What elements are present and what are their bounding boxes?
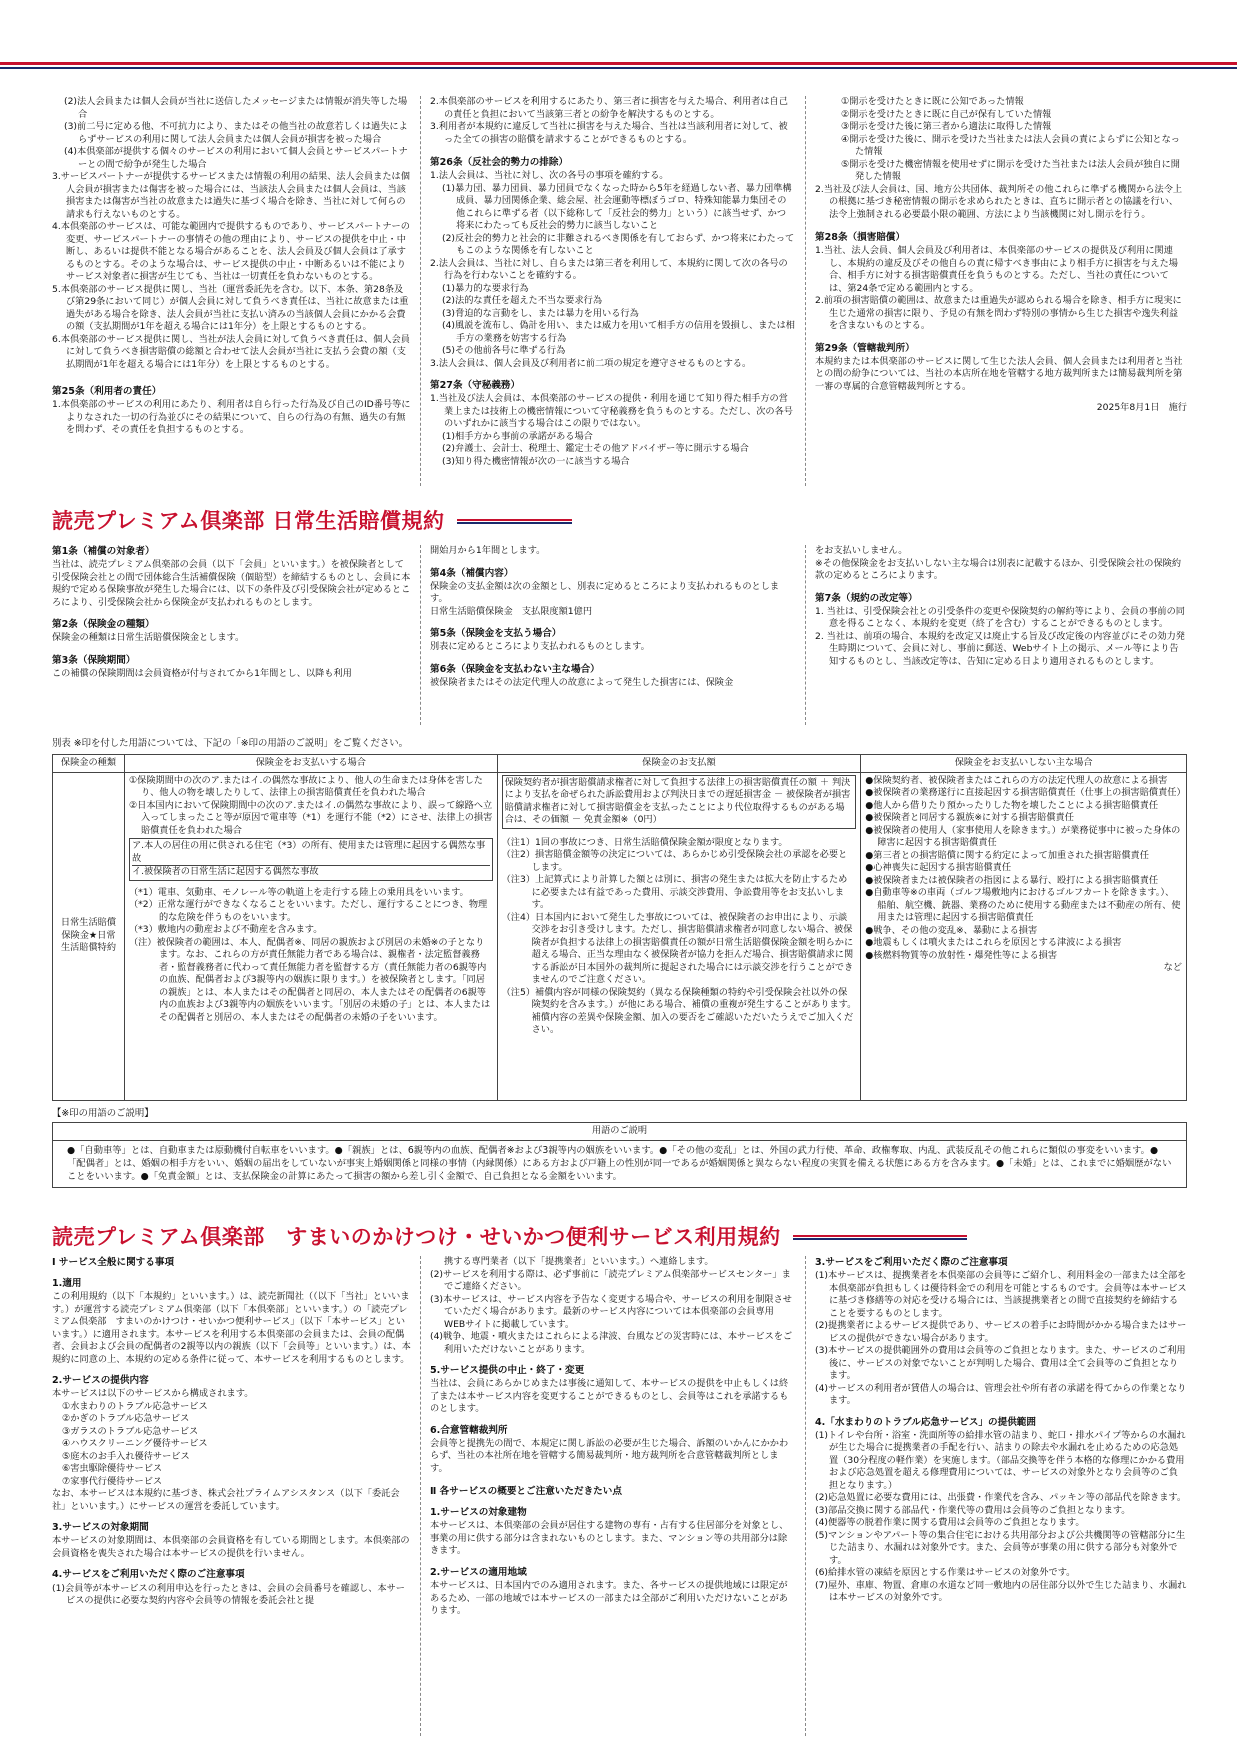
clause-heading: 2.サービスの提供内容 <box>52 1375 149 1387</box>
paragraph: （注4）日本国内において発生した事故については、被保険者のお申出により、示談交渉をお引き受けします。ただし、損害賠償請求権者が同意しない場合、被保険者が負担する法律上の損害賠償責任の額が日常生活賠償保険金額を明らかに超える場合、正当な理由なく被保険者が協力を拒んだ場合、損害賠償請求に関する訴訟が日本国外の裁判所に提起された場合には示談交渉を行うことができませんのでご注意ください。 <box>501 911 854 986</box>
article-title: 第4条（補償内容） <box>430 567 514 579</box>
paragraph: 開始月から1年間とします。 <box>430 545 546 556</box>
column-divider <box>420 545 421 725</box>
paragraph: (4)風説を流布し、偽計を用い、または威力を用いて相手方の信用を毀損し、または相手方の業務を妨害する行為 <box>442 320 795 344</box>
paragraph: (4)便器等の脱着作業に関する費用は会員等のご負担となります。 <box>815 1517 1085 1529</box>
article-5 <box>430 627 795 654</box>
paragraph: (2)法人会員または個人会員が当社に送信したメッセージまたは情報が消失等した場合 <box>64 96 408 120</box>
paragraph: ア.本人の居住の用に供される住宅（*3）の所有、使用または管理に起因する偶然な事故 <box>132 840 490 866</box>
article-body: 保険金の支払金額は次の金額とし、別表に定めるところにより支払われるものとします。 <box>430 580 780 605</box>
paragraph: ※その他保険金をお支払いしない主な場合は別表に記載するほか、引受保険会社の保険約款の定めるところによります。 <box>815 557 1182 582</box>
paragraph: ⑤開示を受けた機密情報を使用せずに開示を受けた当社または法人会員が独自に開発した情報 <box>841 158 1180 183</box>
article-body: この補償の保険期間は会員資格が付与されてから1年間とし、以降も利用 <box>52 667 352 679</box>
article-28 <box>815 231 1187 333</box>
paragraph: (2)応急処置に必要な費用には、出張費・作業代を含み、パッキン等の部品代を除きます。 <box>815 1492 1187 1504</box>
article-title: 第28条（損害賠償） <box>815 232 906 244</box>
paragraph: 会員等と提携先の間で、本規定に関し訴訟の必要が生じた場合、訴額のいかんにかかわらず、当社の本社所在地を管轄する簡易裁判所・地方裁判所を合意管轄裁判所とします。 <box>430 1437 789 1474</box>
paragraph: (2)法的な責任を超えた不当な要求行為 <box>442 295 603 307</box>
paragraph: 2.前項の損害賠償の範囲は、故意または重過失が認められる場合を除き、相手方に現実に生じた通常の損害に限り、予見の有無を問わず特別の事情から生じた損害や逸失利益を含まないものとする。 <box>815 295 1182 332</box>
paragraph: ●被保険者または被保険者の指図による暴行、殴打による損害賠償責任 <box>865 874 1159 886</box>
section-title-text: 読売プレミアム倶楽部 日常生活賠償規約 <box>52 507 445 533</box>
paragraph: ●自動車等※の車両（ゴルフ場敷地内におけるゴルフカートを除きます。）、船舶、航空機、銃器、業務のために使用する動産または不動産の所有、使用または管理に起因する損害賠償責任 <box>865 887 1181 924</box>
paragraph: (2)弁護士、会計士、税理士、鑑定士その他アドバイザー等に開示する場合 <box>442 443 749 455</box>
clause-heading: 6.合意管轄裁判所 <box>430 1424 508 1436</box>
paragraph: 2. 当社は、前項の場合、本規約を改定又は廃止する旨及び改定後の内容並びにその効力発生時期について、会員に対し、事前に郵送、Webサイト上の掲示、メール等により告知するものとし、当該改定等は、告知に定める日より適用されるものとします。 <box>815 630 1185 667</box>
paragraph: (1)会員等が本サービスの利用申込を行ったときは、会員の会員番号を確認し、本サービスの提供に必要な契約内容や会員等の情報を委託会社と提 <box>52 1582 405 1607</box>
paragraph: 本サービスは、本倶楽部の会員が居住する建物の専有・占有する住居部分を対象とし、事業の用に供する部分は含まれないものとします。また、マンション等の共用部分は除きます。 <box>430 1520 789 1557</box>
paragraph: (5)マンションやアパート等の集合住宅における共用部分および公共機関等の管轄部分に生じた詰まり、水漏れは対象外です。また、会員等が事業の用に供する部分も対象外です。 <box>815 1529 1186 1566</box>
title-rule <box>793 1235 967 1240</box>
paragraph: ③開示を受けた後に第三者から適法に取得した情報 <box>841 121 1052 133</box>
table-cell-amount <box>497 772 861 1100</box>
list-item: ⑤庭木のお手入れ優待サービス <box>62 1450 190 1462</box>
paragraph: ①保険期間中の次のア.またはイ.の偶然な事故により、他人の生命または身体を害したり、他人の物を壊したりして、法律上の損害賠償責任を負われた場合 <box>128 774 483 799</box>
article-body: 1.本倶楽部のサービスの利用にあたり、利用者は自ら行った行為及び自己のID番号等によりなされた一切の行為並びにその結果について、自らの行為の有無、過失の有無を問わず、その責任を負担するものとする。 <box>52 399 411 436</box>
article-3 <box>52 654 412 681</box>
table-cell-not-pay <box>861 772 1187 1100</box>
article-title: 第7条（規約の改定等） <box>815 592 918 604</box>
paragraph: ●地震もしくは噴火またはこれらを原因とする津波による損害 <box>865 937 1122 949</box>
formula-box <box>502 775 857 829</box>
paragraph: 1.法人会員は、当社に対し、次の各号の事項を確約する。 <box>430 170 669 182</box>
terms-col-2 <box>430 96 795 491</box>
paragraph: など <box>1163 962 1182 974</box>
clause-heading: 3.サービスの対象期間 <box>52 1522 149 1534</box>
paragraph: (7)屋外、車庫、物置、倉庫の水道など同一敷地内の居住部分以外で生じた詰まり、水漏れは本サービスの対象外です。 <box>815 1579 1187 1604</box>
paragraph: 当社は、会員にあらかじめまたは事後に通知して、本サービスの提供を中止もしくは終了または本サービス内容を変更することができるものとし、会員等はこれを承諾するものとします。 <box>430 1378 789 1415</box>
paragraph: (3)前二号に定める他、不可抗力により、またはその他当社の故意若しくは過失によらずサービスの利用に関して法人会員または個人会員が損害を被った場合 <box>64 121 408 145</box>
paragraph: 本サービスは、日本国内でのみ適用されます。また、各サービスの提供地域には限定があるため、一部の地域では本サービスの一部または全部がご利用いただけないことがあります。 <box>430 1580 788 1617</box>
terms-col-1 <box>52 96 412 491</box>
paragraph: (4)戦争、地震・噴火またはこれらによる津波、台風などの災害時には、本サービスをご利用いただけないことがあります。 <box>430 1331 793 1355</box>
glossary-header: 用語のご説明 <box>53 1123 1186 1141</box>
paragraph: 2.当社及び法人会員は、国、地方公共団体、裁判所その他これらに準ずる機関から法令上の根拠に基づき秘密情報の開示を求められたときは、直ちに開示者との協議を行い、法令上強制される必要最小限の範囲、方法により当該機関に対し開示を行う。 <box>815 183 1183 220</box>
paragraph: ②開示を受けたときに既に自己が保有していた情報 <box>841 108 1052 120</box>
paragraph: 2.法人会員は、当社に対し、自らまたは第三者を利用して、本規約に関して次の各号の行為を行わないことを確約する。 <box>430 257 788 282</box>
clause-heading: 2.サービスの適用地域 <box>430 1566 527 1578</box>
table-row <box>53 772 1187 1100</box>
article-26 <box>430 156 795 370</box>
paragraph: (3)本サービスは、サービス内容を予告なく変更する場合や、サービスの利用を制限させていただく場合があります。最新のサービス内容については本倶楽部の会員専用WEBサイトに掲載しています。 <box>430 1293 792 1330</box>
article-title: 第2条（保険金の種類） <box>52 619 155 631</box>
paragraph: (2)反社会的勢力と社会的に非難されるべき関係を有しておらず、かつ将来にわたってもこのような関係を有しないこと <box>442 232 795 257</box>
paragraph: ●心神喪失に起因する損害賠償責任 <box>865 862 1012 874</box>
paragraph: ●被保険者の使用人（家事使用人を除きます。）が業務従事中に被った身体の障害に起因する損害賠償責任 <box>865 824 1181 849</box>
paragraph: (1)相手方から事前の承諾がある場合 <box>442 430 593 442</box>
column-divider <box>420 1256 421 1736</box>
paragraph: この利用規約（以下「本規約」といいます。）は、読売新聞社（（以下「当社」といいます。）が運営する読売プレミアム倶楽部（以下「本倶楽部」といいます。）の「読売プレミアム倶楽部 すまいのかけつけ・せいかつ便利サービス」（以下「本サービス」といいます。）に適用されます。本サービスを利用する本倶楽部の会員または、会員の配偶者、会員および会員の配偶者の2親等以内の親族（以下「会員等」といいます。）は、本規約に同意の上、本規約の定める条件に従って、本サービスを利用するものとします。 <box>52 1291 411 1365</box>
paragraph: (1)暴力団、暴力団員、暴力団員でなくなった時から5年を経過しない者、暴力団準構成員、暴力団関係企業、総会屋、社会運動等標ぼうゴロ、特殊知能暴力集団その他これらに準ずる者（以下総称して「反社会的勢力」という）に該当せず、かつ将来にわたっても反社会的勢力に該当しないこと <box>442 182 792 232</box>
list-item: ④ハウスクリーニング優待サービス <box>62 1438 208 1450</box>
paragraph: (2)提携業者によるサービス提供であり、サービスの着手にお時間がかかる場合またはサービスの提供ができない場合があります。 <box>815 1320 1187 1344</box>
table-header: 保険金をお支払いしない主な場合 <box>861 755 1187 773</box>
table-header: 保険金をお支払いする場合 <box>124 755 497 773</box>
paragraph: ①開示を受けたときに既に公知であった情報 <box>841 96 1024 107</box>
paragraph: ●第三者との損害賠償に関する約定によって加重された損害賠償責任 <box>865 849 1149 861</box>
liability-col-3 <box>815 545 1187 730</box>
clause-heading: 4.「水まわりのトラブル応急サービス」の提供範囲 <box>815 1416 1036 1428</box>
part-heading: Ⅱ 各サービスの概要とご注意いただきたい点 <box>430 1486 622 1498</box>
paragraph: (4)本倶楽部が提供する個々のサービスの利用において個人会員とサービスパートナーとの間で紛争が発生した場合 <box>64 146 408 170</box>
formula-text: 保険契約者が損害賠償請求権者に対して負担する法律上の損害賠償責任の額 ＋ 判決により支払を命ぜられた訴訟費用および判決日までの遅延損害金 － 被保険者が損害賠償請求権者に対して損害賠償金を支払ったことにより代位取得するものがある場合は、その価額 － 免責金額※（0円） <box>504 776 851 826</box>
liability-col-1 <box>52 545 412 730</box>
list-item: ①水まわりのトラブル応急サービス <box>62 1400 208 1412</box>
clause-heading: 5.サービス提供の中止・終了・変更 <box>430 1365 585 1377</box>
column-divider <box>420 96 421 486</box>
paragraph: (3)脅迫的な言動をし、または暴力を用いる行為 <box>442 307 639 319</box>
top-rule <box>0 62 1237 70</box>
list-item: ②かぎのトラブル応急サービス <box>62 1413 190 1425</box>
table-header-row <box>53 755 1187 773</box>
table-cell-type <box>53 772 125 1100</box>
clause-heading: 1.適用 <box>52 1278 82 1290</box>
article-1 <box>52 545 412 609</box>
table-note: 別表 ※印を付した用語については、下記の「※印の用語のご説明」をご覧ください。 <box>52 738 409 749</box>
section-title-home-service <box>52 1222 967 1252</box>
paragraph: （注）被保険者の範囲は、本人、配偶者※、同居の親族および別居の未婚※の子となります。なお、これらの方が責任無能力者である場合は、親権者・法定監督義務者・監督義務者に代わって責任無能力者を監督する方（責任無能力者の6親等内の血族、配偶者および3親等内の姻族に限ります。）を被保険者とします。「同居の親族」とは、本人またはその配偶者と同居の、本人またはその配偶者の6親等内の血族および3親等内の姻族をいいます。「別居の未婚の子」とは、本人またはその配偶者と別居の、本人またはその配偶者の未婚の子をいいます。 <box>128 936 491 1023</box>
article-title: 第27条（守秘義務） <box>430 380 521 392</box>
paragraph: 1.当社及び法人会員は、本倶楽部のサービスの提供・利用を通じて知り得た相手方の営業上または技術上の機密情報について守秘義務を負うものとする。ただし、次の各号のいずれかに該当する場合はこの限りではない。 <box>430 393 793 430</box>
service-col-3 <box>815 1256 1187 1746</box>
article-title: 第5条（保険金を支払う場合） <box>430 628 562 640</box>
article-title: 第1条（補償の対象者） <box>52 546 155 557</box>
article-title: 第25条（利用者の責任） <box>52 386 162 398</box>
paragraph: ●被保険者と同居する親族※に対する損害賠償責任 <box>865 812 1074 824</box>
paragraph: 3.利用者が本規約に違反して当社に損害を与えた場合、当社は当該利用者に対して、被った全ての損害の賠償を請求することができるものとする。 <box>430 121 788 145</box>
article-6 <box>430 663 795 690</box>
paragraph: をお支払いしません。 <box>815 545 908 556</box>
paragraph: 本サービスは以下のサービスから構成されます。 <box>52 1388 254 1400</box>
service-col-2 <box>430 1256 795 1746</box>
liability-col-2 <box>430 545 795 730</box>
article-body: 被保険者またはその法定代理人の故意によって発生した損害には、保険金 <box>430 676 734 688</box>
paragraph: ●核燃料物質等の放射性・爆発性等による損害 <box>865 949 1058 961</box>
article-body: 保険金の種類は日常生活賠償保険金とします。 <box>52 632 245 644</box>
article-title: 第6条（保険金を支払わない主な場合） <box>430 663 600 675</box>
article-29 <box>815 342 1187 394</box>
paragraph: ④開示を受けた後に、開示を受けた当社または法人会員の責によらずに公知となった情報 <box>841 133 1180 158</box>
clause-heading: 3.サービスをご利用いただく際のご注意事項 <box>815 1257 1008 1268</box>
paragraph: (1)暴力的な要求行為 <box>442 282 529 294</box>
paragraph: ●保険契約者、被保険者またはこれらの方の法定代理人の故意による損害 <box>865 774 1168 786</box>
article-2 <box>52 618 412 645</box>
paragraph: （注2）損害賠償金額等の決定については、あらかじめ引受保険会社の承認を必要とします。 <box>501 849 848 873</box>
glossary-box <box>52 1122 1187 1188</box>
paragraph: （*3）敷地内の動産および不動産を含みます。 <box>128 924 323 936</box>
table-cell-pay-cases <box>124 772 497 1100</box>
paragraph: 3.サービスパートナーが提供するサービスまたは情報の利用の結果、法人会員または個人会員が損害または傷害を被った場合には、当該法人会員または個人会員は、当該損害または傷害が当社の故意または過失に基づく場合を除き、当社に対して何らの請求も行えないものとする。 <box>52 171 410 220</box>
paragraph: 4.本倶楽部のサービスは、可能な範囲内で提供するものであり、サービスパートナーの変更、サービスパートナーの事情その他の理由により、サービスの提供を中止・中断し、あるいは提供不能となる場合があることを、法人会員及び個人会員は了承するものとする。そのような場合は、サービス提供の中止・中断あるいは不能によりサービス対象者に損害が生じても、当社は一切責任を負わないものとする。 <box>52 221 410 283</box>
paragraph: (3)本サービスの提供範囲外の費用は会員等のご負担となります。また、サービスのご利用後に、サービスの対象でないことが判明した場合、費用は全て会員等のご負担となります。 <box>815 1345 1186 1382</box>
paragraph: (1)トイレや台所・浴室・洗面所等の給排水管の詰まり、蛇口・排水パイプ等からの水漏れが生じた場合に提携業者の手配を行い、詰まりの除去や水漏れを止めるための応急処置（30分程度の軽作業）を実施します。（部品交換等を伴う本格的な修理にかかる費用および応急処置を超える修理費用については、サービスの対象外となり会員等のご負担となります。） <box>815 1429 1186 1491</box>
clause-heading: 1.サービスの対象建物 <box>430 1507 527 1519</box>
article-body: 本規約または本倶楽部のサービスに関して生じた法人会員、個人会員または利用者と当社との間の紛争については、当社の本店所在地を管轄する地方裁判所または簡易裁判所を第一審の専属的合意管轄裁判所とする。 <box>815 355 1183 392</box>
article-4 <box>430 567 795 619</box>
glossary-body: ●「自動車等」とは、自動車または原動機付自転車をいいます。●「親族」とは、6親等内の血族、配偶者※および3親等内の姻族をいいます。●「その他の変乱」とは、外国の武力行使、革命、政権奪取、内乱、武装反乱その他これらに類似の事変をいいます。●「配偶者」とは、婚姻の相手方をいい、婚姻の届出をしていないが事実上婚姻関係と同様の事情（内縁関係）にある方および戸籍上の性別が同一であるが婚姻関係と異ならない程度の実質を備える状態にある方を含みます。●「未婚」とは、これまでに婚姻歴がないことをいいます。●「免責金額」とは、支払保険金の計算にあたって損害の額から差し引く金額で、自己負担となる金額をいいます。 <box>67 1144 1172 1183</box>
paragraph: 1. 当社は、引受保険会社との引受条件の変更や保険契約の解約等により、会員の事前の同意を得ることなく、本規約を変更（終了を含む）することができるものとします。 <box>815 605 1185 630</box>
accident-box <box>129 838 493 881</box>
paragraph: (5)その他前各号に準ずる行為 <box>442 345 566 357</box>
glossary-label: 【※印の用語のご説明】 <box>52 1108 154 1119</box>
paragraph: 2.本倶楽部のサービスを利用するにあたり、第三者に損害を与えた場合、利用者は自己の責任と負担において当該第三者との紛争を解決するものとする。 <box>430 96 788 120</box>
effective-date: 2025年8月1日 施行 <box>1096 402 1187 414</box>
part-heading: Ⅰ サービス全般に関する事項 <box>52 1257 175 1268</box>
article-title: 第26条（反社会的勢力の排除） <box>430 157 569 169</box>
section-title-text: 読売プレミアム倶楽部 すまいのかけつけ・せいかつ便利サービス利用規約 <box>52 1223 781 1249</box>
paragraph: ②日本国内において保険期間中の次のア.またはイ.の偶然な事故により、誤って線路へ立入ってしまったこと等が原因で電車等（*1）を運行不能（*2）にさせ、法律上の損害賠償責任を負われた場合 <box>128 799 493 836</box>
paragraph: ●戦争、その他の変乱※、暴動による損害 <box>865 924 1038 936</box>
article-title: 第3条（保険期間） <box>52 654 136 666</box>
article-body: 日常生活賠償保険金 支払限度額1億円 <box>430 605 593 617</box>
column-divider <box>805 1256 806 1736</box>
article-7 <box>815 592 1187 669</box>
table-header: 保険金の種類 <box>53 755 125 773</box>
paragraph: （注5）補償内容が同様の保険契約（異なる保険種類の特約や引受保険会社以外の保険契約を含みます。）が他にある場合、補償の重複が発生することがあります。補償内容の差異や保険金額、加入の要否をご確認いただいたうえでご加入ください。 <box>501 986 857 1036</box>
terms-col-3 <box>815 96 1187 491</box>
article-body: 当社は、読売プレミアム倶楽部の会員（以下「会員」といいます。）を被保険者として引受保険会社との間で団体総合生活補償保険（個賠型）を締結するものとし、会員に本規約で定める保険事故が発生した場合には、以下の条件及び引受保険会社が定めるところにより、引受保険会社から保険金が支払われるものとします。 <box>52 559 411 608</box>
list-item: ③ガラスのトラブル応急サービス <box>62 1425 199 1437</box>
paragraph: (6)給排水管の凍結を原因とする作業はサービスの対象外です。 <box>815 1567 1076 1579</box>
insurance-table <box>52 754 1187 1101</box>
article-body: 別表に定めるところにより支払われるものとします。 <box>430 641 650 653</box>
paragraph: (2)サービスを利用する際は、必ず事前に「読売プレミアム倶楽部サービスセンター」までご連絡ください。 <box>430 1268 791 1293</box>
paragraph: （注1）1回の事故につき、日常生活賠償保険金額が限度となります。 <box>501 836 788 848</box>
paragraph: 携する専門業者（以下「提携業者」といいます。）へ連絡します。 <box>444 1256 714 1267</box>
column-divider <box>805 96 806 486</box>
article-27 <box>430 379 795 468</box>
paragraph: （注3）上記算式により計算した額とは別に、損害の発生または拡大を防止するために必要または有益であった費用、示談交渉費用、争訟費用等をお支払いします。 <box>501 874 848 911</box>
paragraph: 3.法人会員は、個人会員及び利用者に前二項の規定を遵守させるものとする。 <box>430 357 752 369</box>
terms-col1-list <box>52 96 412 371</box>
service-col-1 <box>52 1256 412 1746</box>
paragraph: 1.当社、法人会員、個人会員及び利用者は、本倶楽部のサービスの提供及び利用に関連し、本規約の違反及びその他自らの責に帰すべき事由により相手方に損害を与えた場合、相手方に対する損害賠償責任を負うものとする。ただし、当社の責任については、第24条で定める範囲内とする。 <box>815 245 1178 294</box>
paragraph: 本サービスの対象期間は、本倶楽部の会員資格を有している期間とします。本倶楽部の会員資格を喪失された場合は本サービスの提供を行いません。 <box>52 1535 410 1559</box>
title-rule <box>457 519 573 524</box>
paragraph: 5.本倶楽部のサービス提供に関し、当社（運営委託先を含む。以下、本条、第28条及び第29条において同じ）が個人会員に対して負うべき責任は、当社に故意または重過失がある場合を除き、法人会員が当社に支払い済みの当該個人会員にかかる会費の額（支払期間が1年を超える場合には1年分）を上限とするものとする。 <box>52 283 409 333</box>
paragraph: ●被保険者の業務遂行に直接起因する損害賠償責任（仕事上の損害賠償責任） <box>865 787 1186 799</box>
paragraph: ●他人から借りたり預かったりした物を壊したことによる損害賠償責任 <box>865 799 1159 811</box>
list-item: ⑦家事代行優待サービス <box>62 1475 163 1487</box>
article-25 <box>52 385 412 437</box>
insurance-type: 日常生活賠償保険金★日常生活賠償特約 <box>60 917 117 954</box>
column-divider <box>805 545 806 725</box>
paragraph: (4)サービスの利用者が賃借人の場合は、管理会社や所有者の承諾を得てからの作業となります。 <box>815 1382 1187 1407</box>
paragraph: (3)知り得た機密情報が次の一に該当する場合 <box>442 455 630 467</box>
paragraph: （*1）電車、気動車、モノレール等の軌道上を走行する陸上の乗用具をいいます。 <box>128 886 469 898</box>
paragraph: 6.本倶楽部のサービス提供に関し、当社が法人会員に対して負うべき責任は、個人会員に対して負うべき損害賠償の総額と合わせて法人会員が当社に支払う会費の額（支払期間が1年を超える場合には1年分）を上限とするものとする。 <box>52 333 410 370</box>
paragraph: イ.被保険者の日常生活に起因する偶然な事故 <box>131 866 319 878</box>
table-header: 保険金のお支払額 <box>497 755 861 773</box>
paragraph: なお、本サービスは本規約に基づき、株式会社プライムアシスタンス（以下「委託会社」といいます。）にサービスの運営を委託しています。 <box>52 1488 400 1512</box>
paragraph: （*2）正常な運行ができなくなることをいいます。ただし、運行することにつき、物理的な危険を伴うものをいいます。 <box>128 899 488 923</box>
list-item: ⑥害虫駆除優待サービス <box>62 1463 163 1475</box>
clause-heading: 4.サービスをご利用いただく際のご注意事項 <box>52 1569 245 1581</box>
section-title-liability <box>52 506 572 536</box>
paragraph: (1)本サービスは、提携業者を本倶楽部の会員等にご紹介し、利用料金の一部または全部を本倶楽部が負担もしくは優待料金での利用を可能とするものです。会員等は本サービスに基づき修繕等の対応を受ける場合には、当該提携業者との間で直接契約を締結することを要するものとします。 <box>815 1270 1187 1319</box>
article-title: 第29条（管轄裁判所） <box>815 342 915 354</box>
paragraph: (3)部品交換に関する部品代・作業代等の費用は会員等のご負担となります。 <box>815 1504 1131 1516</box>
